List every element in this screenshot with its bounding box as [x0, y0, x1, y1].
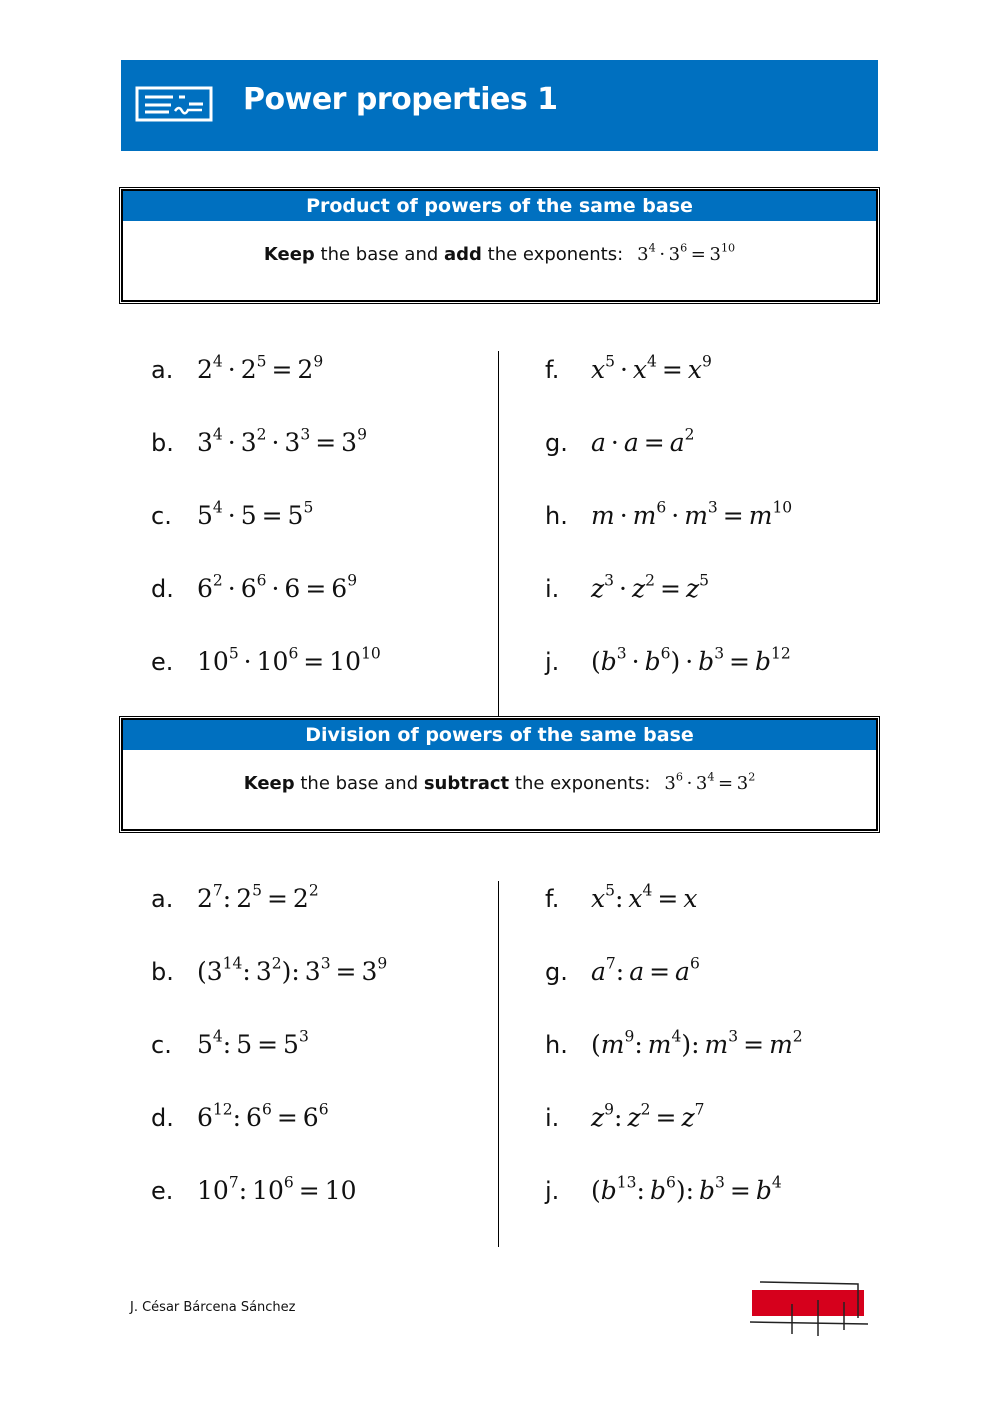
product-rule-box	[121, 189, 878, 302]
exercise-label: g.	[545, 958, 568, 986]
exercise-equation: $10^5 \cdot 10^6 = 10^{10}$	[197, 644, 381, 676]
exercise-label: d.	[151, 575, 174, 603]
division-rule-example: $3^6 \cdot 3^4 = 3^2$	[664, 770, 756, 794]
exercise-item	[545, 644, 791, 677]
exercise-equation: $6^{12}$: $6^6 = 6^6$	[197, 1100, 329, 1132]
exercise-item	[545, 498, 793, 531]
exercise-label: a.	[151, 356, 174, 384]
product-rule-heading: Product of powers of the same base	[123, 191, 876, 221]
rule-text-part: the exponents:	[481, 244, 624, 265]
exercise-equation: ($m^9$: $m^4$): $m^3 = m^2$	[591, 1027, 803, 1059]
page-header	[121, 60, 878, 151]
exercise-equation: $z^3 \cdot z^2 = z^5$	[591, 571, 710, 603]
exercise-item	[151, 571, 358, 604]
exercise-label: f.	[545, 356, 560, 384]
exercise-item	[151, 498, 314, 531]
keep-word: Keep	[243, 773, 295, 794]
exercise-equation: $m \cdot m^6 \cdot m^3 = m^{10}$	[591, 498, 793, 530]
exercise-equation: $(b^3 \cdot b^6) \cdot b^3 = b^{12}$	[591, 644, 791, 676]
exercise-equation: $5^4 \cdot 5 = 5^5$	[197, 498, 314, 530]
exercise-equation: $2^4 \cdot 2^5 = 2^9$	[197, 352, 324, 384]
exercise-equation: $x^5 \cdot x^4 = x^9$	[591, 352, 712, 384]
exercise-item	[545, 1027, 803, 1060]
product-rule-example: $3^4 \cdot 3^6 = 3^{10}$	[637, 241, 736, 265]
product-rule-text	[123, 221, 876, 265]
division-rule-heading: Division of powers of the same base	[123, 720, 876, 750]
exercise-label: b.	[151, 429, 174, 457]
division-rule-box	[121, 718, 878, 831]
exercise-item	[151, 352, 324, 385]
exercise-equation: $z^9$: $z^2 = z^7$	[591, 1100, 705, 1132]
rule-text-part: the base and	[294, 773, 424, 794]
operation-word: subtract	[423, 773, 510, 794]
exercise-item	[545, 954, 700, 987]
exercise-label: d.	[151, 1104, 174, 1132]
rule-text-part: the base and	[314, 244, 444, 265]
exercise-item	[151, 1100, 329, 1133]
exercise-item	[151, 954, 388, 987]
division-rule-text	[123, 750, 876, 794]
brand-logo	[748, 1278, 870, 1338]
exercise-item	[545, 571, 710, 604]
exercise-label: a.	[151, 885, 174, 913]
exercise-equation: ($b^{13}$: $b^6$): $b^3 = b^4$	[591, 1173, 782, 1205]
exercise-item	[151, 1027, 309, 1060]
exercise-equation: $5^4$: $5 = 5^3$	[197, 1027, 309, 1059]
exercise-equation: $a \cdot a = a^2$	[591, 425, 695, 457]
exercise-label: i.	[545, 1104, 560, 1132]
page-title: Power properties 1	[243, 82, 558, 117]
operation-word: add	[444, 244, 482, 265]
exercise-label: g.	[545, 429, 568, 457]
keep-word: Keep	[263, 244, 315, 265]
exercise-label: b.	[151, 958, 174, 986]
exercise-equation: $6^2 \cdot 6^6 \cdot 6 = 6^9$	[197, 571, 358, 603]
exercise-label: h.	[545, 502, 568, 530]
exercise-equation: $3^4 \cdot 3^2 \cdot 3^3 = 3^9$	[197, 425, 367, 457]
exercise-item	[151, 1173, 357, 1206]
exercise-label: c.	[151, 502, 172, 530]
exercise-label: e.	[151, 1177, 174, 1205]
exercise-item	[545, 1173, 782, 1206]
exercise-item	[545, 352, 712, 385]
exercise-equation: $x^5$: $x^4 = x$	[591, 881, 698, 913]
exercise-equation: $10^7$: $10^6 = 10$	[197, 1173, 357, 1205]
rule-text-part: the exponents:	[509, 773, 651, 794]
document-icon	[135, 86, 213, 122]
exercise-label: c.	[151, 1031, 172, 1059]
exercise-item	[545, 1100, 705, 1133]
exercise-item	[151, 425, 367, 458]
exercise-equation: $2^7$: $2^5 = 2^2$	[197, 881, 319, 913]
exercise-label: j.	[545, 1177, 560, 1205]
exercise-label: e.	[151, 648, 174, 676]
exercise-item	[151, 644, 381, 677]
exercise-equation: ($3^{14}$: $3^2$): $3^3 = 3^9$	[197, 954, 388, 986]
column-divider	[498, 881, 499, 1247]
exercise-label: i.	[545, 575, 560, 603]
exercise-label: j.	[545, 648, 560, 676]
exercise-label: f.	[545, 885, 560, 913]
exercise-item	[545, 881, 698, 914]
exercise-item	[545, 425, 695, 458]
exercise-label: h.	[545, 1031, 568, 1059]
exercise-equation: $a^7$: $a = a^6$	[591, 954, 700, 986]
author-name: J. César Bárcena Sánchez	[130, 1300, 296, 1315]
exercise-item	[151, 881, 319, 914]
column-divider	[498, 351, 499, 717]
